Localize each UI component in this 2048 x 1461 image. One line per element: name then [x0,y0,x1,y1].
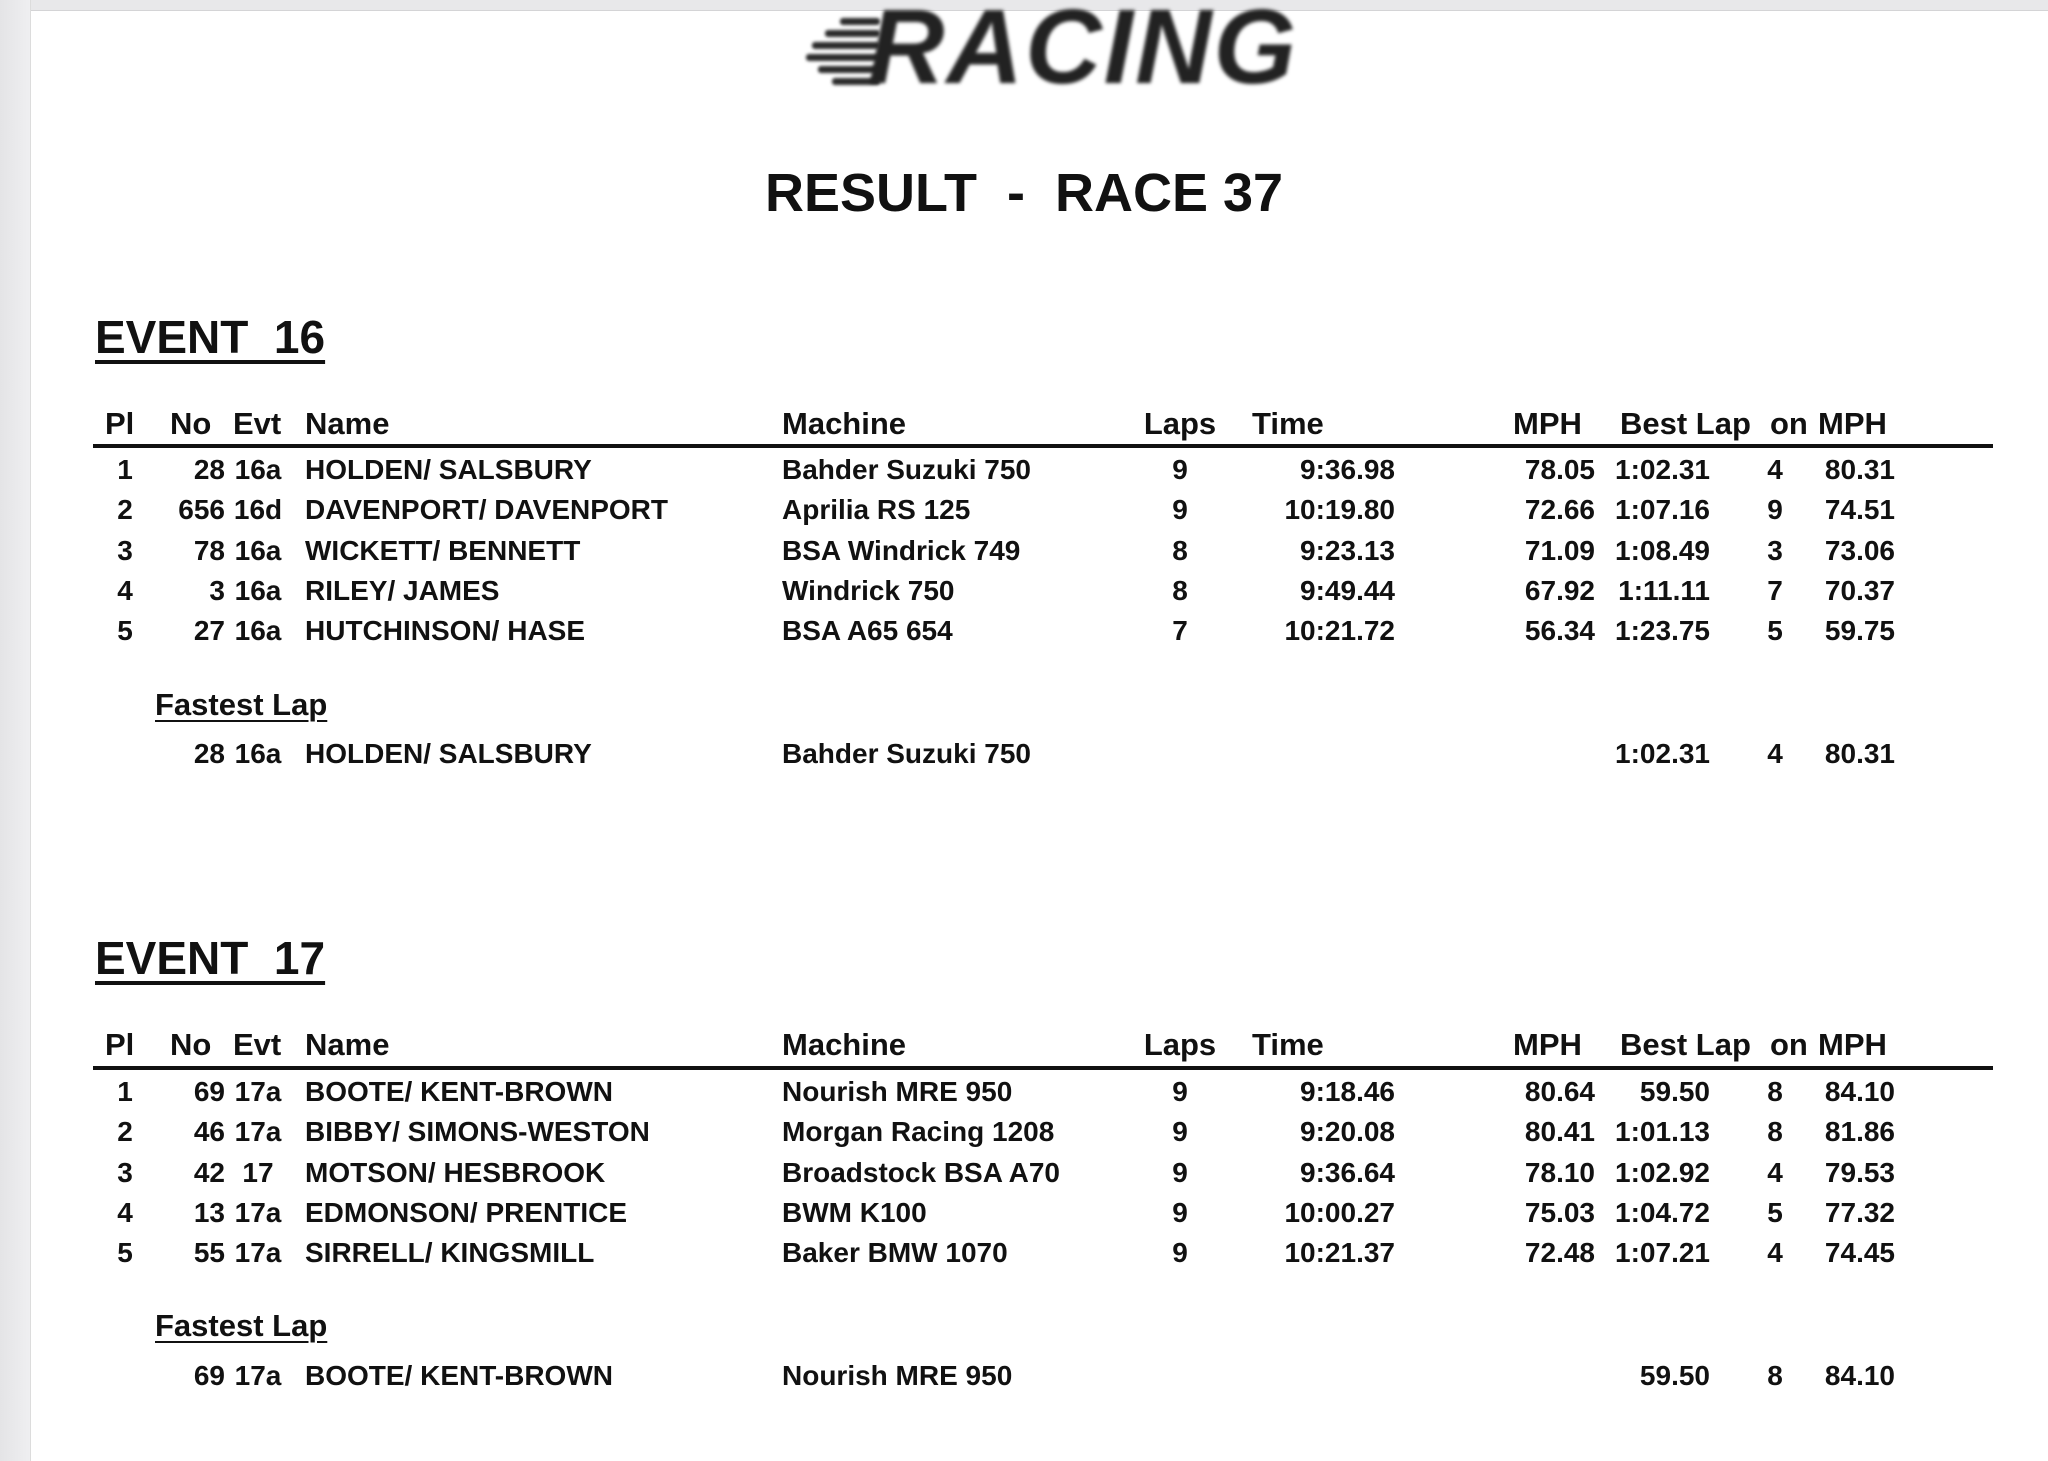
cell-mph2: 80.31 [1824,738,1895,769]
col-pl: Pl [105,1027,135,1062]
cell-machine: Baker BMW 1070 [782,1237,1008,1269]
col-laps: Laps [1143,1027,1217,1062]
cell-name: EDMONSON/ PRENTICE [305,1196,628,1228]
col-time: Time [1252,1027,1324,1062]
col-mph: MPH [1513,406,1582,441]
header-rule [93,1066,1993,1070]
cell-time: 9:23.13 [1300,534,1395,566]
col-time: Time [1252,406,1324,441]
cell-mph: 72.48 [1524,1237,1595,1269]
col-evt: Evt [233,1027,282,1062]
table-row [95,1072,1995,1112]
cell-name: RILEY/ JAMES [305,574,500,606]
cell-mph: 78.10 [1524,1156,1595,1188]
cell-mph: 56.34 [1524,615,1595,647]
cell-machine: Morgan Racing 1208 [782,1116,1055,1148]
col-best-lap: Best Lap [1620,406,1751,441]
cell-machine: Bahder Suzuki 750 [782,738,1031,769]
cell-laps: 9 [1172,1076,1188,1107]
table-row [95,1193,1995,1233]
cell-name: HOLDEN/ SALSBURY [305,738,592,769]
cell-machine: BWM K100 [782,1196,927,1228]
table-header [95,404,1995,444]
cell-evt: 16a [234,574,282,606]
cell-best-lap: 1:11.11 [1618,574,1710,606]
cell-no: 3 [209,574,225,606]
page-title: RESULT - RACE 37 [764,163,1284,223]
col-mph: MPH [1513,1027,1582,1062]
table-row [95,490,1995,530]
logo-word: RACING [868,0,1299,106]
cell-machine: Nourish MRE 950 [782,1360,1013,1391]
cell-mph2: 73.06 [1824,534,1895,566]
cell-mph: 72.66 [1524,494,1595,526]
cell-no: 69 [193,1360,225,1391]
cell-best-lap: 59.50 [1639,1076,1710,1107]
cell-laps: 9 [1172,1156,1188,1188]
cell-no: 42 [193,1156,225,1188]
col-mph2: MPH [1818,1027,1887,1062]
cell-time: 10:21.37 [1284,1237,1395,1269]
cell-laps: 8 [1172,534,1188,566]
cell-evt: 16a [234,738,282,769]
cell-on: 7 [1767,574,1783,606]
cell-machine: Broadstock BSA A70 [782,1156,1061,1188]
cell-mph: 71.09 [1524,534,1595,566]
cell-machine: Bahder Suzuki 750 [782,454,1031,485]
cell-evt: 17 [242,1156,274,1188]
col-machine: Machine [782,1027,907,1062]
col-machine: Machine [782,406,907,441]
cell-time: 9:18.46 [1300,1076,1395,1107]
cell-best-lap: 1:23.75 [1615,615,1710,647]
cell-laps: 9 [1172,454,1188,485]
cell-laps: 8 [1172,574,1188,606]
cell-no: 69 [193,1076,225,1107]
cell-on: 8 [1767,1116,1783,1148]
cell-pl: 2 [117,1116,133,1148]
cell-on: 4 [1767,454,1783,485]
table-row [95,611,1995,651]
cell-time: 9:49.44 [1300,574,1395,606]
cell-time: 10:21.72 [1284,615,1395,647]
cell-no: 46 [193,1116,225,1148]
cell-on: 8 [1767,1360,1783,1391]
cell-mph2: 80.31 [1824,454,1895,485]
cell-name: HUTCHINSON/ HASE [305,615,586,647]
cell-time: 10:19.80 [1284,494,1395,526]
col-no: No [170,1027,212,1062]
cell-name: BIBBY/ SIMONS-WESTON [305,1116,650,1148]
racing-logo [800,0,1299,106]
cell-pl: 3 [117,1156,133,1188]
cell-mph2: 79.53 [1824,1156,1895,1188]
cell-evt: 16a [234,615,282,647]
cell-laps: 9 [1172,494,1188,526]
cell-mph2: 84.10 [1824,1076,1895,1107]
cell-mph2: 84.10 [1824,1360,1895,1391]
cell-no: 28 [193,738,225,769]
cell-name: BOOTE/ KENT-BROWN [305,1360,613,1391]
cell-on: 4 [1767,1237,1783,1269]
cell-mph2: 81.86 [1824,1116,1895,1148]
cell-no: 55 [193,1237,225,1269]
cell-evt: 17a [234,1237,282,1269]
table-row [95,1153,1995,1193]
cell-machine: BSA A65 654 [782,615,953,647]
cell-pl: 4 [117,574,133,606]
event-title: EVENT 16 [95,311,326,363]
cell-best-lap: 1:02.31 [1615,454,1710,485]
cell-no: 78 [193,534,225,566]
cell-on: 9 [1767,494,1783,526]
cell-mph: 80.64 [1524,1076,1595,1107]
cell-evt: 17a [234,1360,282,1391]
cell-mph: 78.05 [1524,454,1595,485]
cell-best-lap: 1:07.16 [1615,494,1710,526]
fastest-lap-label: Fastest Lap [155,1308,328,1343]
col-best-lap: Best Lap [1620,1027,1751,1062]
cell-on: 8 [1767,1076,1783,1107]
fastest-lap-label: Fastest Lap [155,687,328,722]
cell-mph: 80.41 [1524,1116,1595,1148]
cell-mph2: 74.51 [1824,494,1895,526]
col-mph2: MPH [1818,406,1887,441]
cell-best-lap: 1:01.13 [1615,1116,1710,1148]
cell-name: BOOTE/ KENT-BROWN [305,1076,613,1107]
cell-mph: 67.92 [1524,574,1595,606]
col-no: No [170,406,212,441]
cell-name: MOTSON/ HESBROOK [305,1156,606,1188]
cell-pl: 4 [117,1196,133,1228]
table-row [95,571,1995,611]
cell-mph2: 59.75 [1824,615,1895,647]
fastest-lap-row [95,1356,1995,1396]
cell-on: 5 [1767,615,1783,647]
cell-mph2: 70.37 [1824,574,1895,606]
cell-name: HOLDEN/ SALSBURY [305,454,592,485]
table-row [95,531,1995,571]
cell-evt: 16a [234,534,282,566]
cell-laps: 7 [1172,615,1188,647]
cell-on: 4 [1767,1156,1783,1188]
col-on: on [1770,406,1808,441]
cell-laps: 9 [1172,1237,1188,1269]
col-evt: Evt [233,406,282,441]
cell-no: 656 [178,494,225,526]
event-title: EVENT 17 [95,932,326,984]
col-laps: Laps [1143,406,1217,441]
cell-machine: Nourish MRE 950 [782,1076,1013,1107]
cell-evt: 17a [234,1076,282,1107]
col-pl: Pl [105,406,135,441]
cell-mph2: 74.45 [1824,1237,1895,1269]
fastest-lap-row [95,734,1995,774]
cell-mph: 75.03 [1524,1196,1595,1228]
cell-best-lap: 1:02.92 [1615,1156,1710,1188]
cell-pl: 5 [117,615,133,647]
cell-evt: 16a [234,454,282,485]
table-row [95,1233,1995,1273]
cell-time: 9:36.64 [1300,1156,1395,1188]
cell-name: WICKETT/ BENNETT [305,534,581,566]
table-row [95,1112,1995,1152]
cell-name: DAVENPORT/ DAVENPORT [305,494,668,526]
cell-machine: BSA Windrick 749 [782,534,1021,566]
cell-pl: 1 [117,454,133,485]
cell-best-lap: 1:02.31 [1615,738,1710,769]
cell-evt: 16d [233,494,283,526]
col-name: Name [305,406,390,441]
cell-evt: 17a [234,1116,282,1148]
cell-time: 9:36.98 [1300,454,1395,485]
cell-machine: Windrick 750 [782,574,955,606]
cell-best-lap: 59.50 [1639,1360,1710,1391]
cell-on: 4 [1767,738,1783,769]
col-on: on [1770,1027,1808,1062]
cell-best-lap: 1:07.21 [1615,1237,1710,1269]
cell-pl: 5 [117,1237,133,1269]
table-header [95,1025,1995,1065]
cell-best-lap: 1:08.49 [1615,534,1710,566]
cell-no: 27 [193,615,225,647]
cell-no: 28 [193,454,225,485]
cell-name: SIRRELL/ KINGSMILL [305,1237,595,1269]
cell-pl: 2 [117,494,133,526]
cell-mph2: 77.32 [1824,1196,1895,1228]
cell-pl: 3 [117,534,133,566]
cell-on: 3 [1767,534,1783,566]
cell-time: 9:20.08 [1300,1116,1395,1148]
cell-laps: 9 [1172,1116,1188,1148]
col-name: Name [305,1027,390,1062]
cell-on: 5 [1767,1196,1783,1228]
cell-machine: Aprilia RS 125 [782,494,971,526]
cell-evt: 17a [234,1196,282,1228]
cell-time: 10:00.27 [1284,1196,1395,1228]
cell-best-lap: 1:04.72 [1615,1196,1710,1228]
table-row [95,450,1995,490]
cell-pl: 1 [117,1076,133,1107]
cell-no: 13 [193,1196,225,1228]
header-rule [93,444,1993,448]
cell-laps: 9 [1172,1196,1188,1228]
